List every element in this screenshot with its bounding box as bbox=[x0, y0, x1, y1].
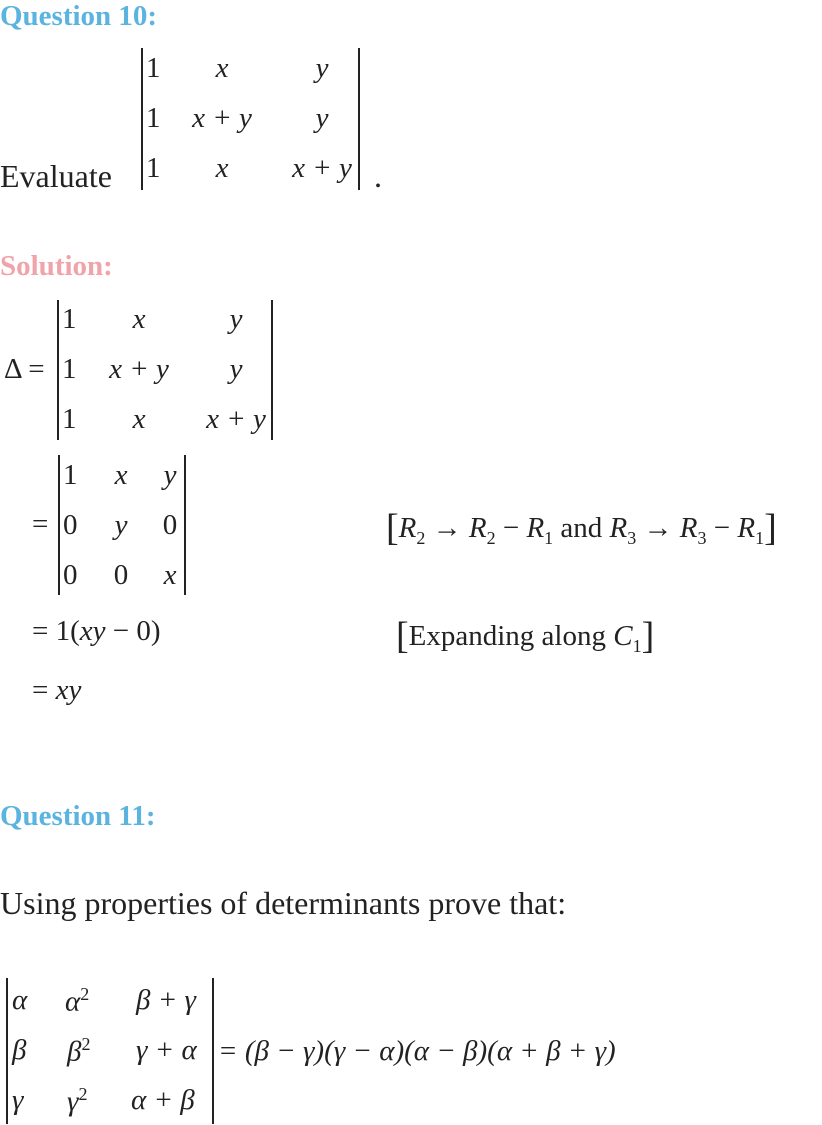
matrix-cell: 1 bbox=[62, 353, 77, 385]
matrix-cell: x + y bbox=[292, 152, 352, 184]
matrix-cell: x bbox=[132, 303, 146, 335]
matrix-cell: 0 bbox=[63, 559, 78, 591]
det-left-bar bbox=[57, 300, 59, 440]
det-left-bar bbox=[141, 48, 143, 190]
matrix-cell: $\gamma^2$ bbox=[67, 1084, 88, 1118]
question-11-heading: Question 11: bbox=[0, 800, 156, 832]
q11-instruction: Using properties of determinants prove that: bbox=[0, 885, 567, 921]
matrix-cell: x + y bbox=[109, 353, 169, 385]
matrix-cell: x bbox=[215, 52, 229, 84]
q11-rhs: = (β − γ)(γ − α)(α − β)(α + β + γ) bbox=[218, 1035, 616, 1067]
det-right-bar bbox=[184, 455, 186, 595]
matrix-cell: α bbox=[12, 984, 28, 1016]
det-right-bar bbox=[271, 300, 273, 440]
question-10-heading: Question 10: bbox=[0, 0, 158, 32]
matrix-cell: x bbox=[132, 403, 146, 435]
matrix-cell: 1 bbox=[63, 459, 78, 491]
matrix-cell: $\alpha^2$ bbox=[65, 984, 90, 1018]
matrix-cell: α + β bbox=[131, 1084, 195, 1116]
matrix-cell: 1 bbox=[62, 403, 77, 435]
matrix-cell: x bbox=[215, 152, 229, 184]
matrix-cell: 1 bbox=[146, 152, 161, 184]
expansion-note: [Expanding along $C_1$] bbox=[396, 615, 655, 657]
step3-expression: = 1(xy − 0) bbox=[32, 615, 161, 647]
matrix-cell: $\beta^2$ bbox=[67, 1034, 91, 1068]
matrix-cell: y bbox=[114, 509, 128, 541]
matrix-cell: β bbox=[12, 1034, 27, 1066]
matrix-cell: x + y bbox=[206, 403, 266, 435]
matrix-cell: 1 bbox=[146, 52, 161, 84]
trailing-period: . bbox=[374, 158, 382, 194]
matrix-cell: γ + α bbox=[136, 1034, 197, 1066]
det-right-bar bbox=[358, 48, 360, 190]
matrix-cell: y bbox=[315, 52, 329, 84]
det-right-bar bbox=[212, 978, 214, 1124]
step2-equals: = bbox=[32, 508, 49, 540]
det-left-bar bbox=[58, 455, 60, 595]
matrix-cell: y bbox=[315, 102, 329, 134]
matrix-cell: β + γ bbox=[136, 984, 196, 1016]
solution-heading: Solution: bbox=[0, 250, 113, 282]
matrix-cell: 1 bbox=[62, 303, 77, 335]
step4-result: = xy bbox=[32, 674, 82, 706]
delta-label: Δ = bbox=[4, 353, 45, 385]
evaluate-label: Evaluate bbox=[0, 158, 112, 194]
matrix-cell: x + y bbox=[192, 102, 252, 134]
matrix-cell: y bbox=[229, 303, 243, 335]
matrix-cell: γ bbox=[12, 1084, 24, 1116]
matrix-cell: x bbox=[163, 559, 177, 591]
row-operation-note: [$R_2 \to R_2 - R_1$ and $R_3 \to R_3 - R_1$] bbox=[386, 507, 777, 549]
det-left-bar bbox=[6, 978, 8, 1124]
matrix-cell: 0 bbox=[162, 509, 178, 541]
matrix-cell: 1 bbox=[146, 102, 161, 134]
matrix-cell: x bbox=[114, 459, 128, 491]
matrix-cell: 0 bbox=[63, 509, 78, 541]
matrix-cell: 0 bbox=[113, 559, 129, 591]
matrix-cell: y bbox=[229, 353, 243, 385]
matrix-cell: y bbox=[163, 459, 177, 491]
